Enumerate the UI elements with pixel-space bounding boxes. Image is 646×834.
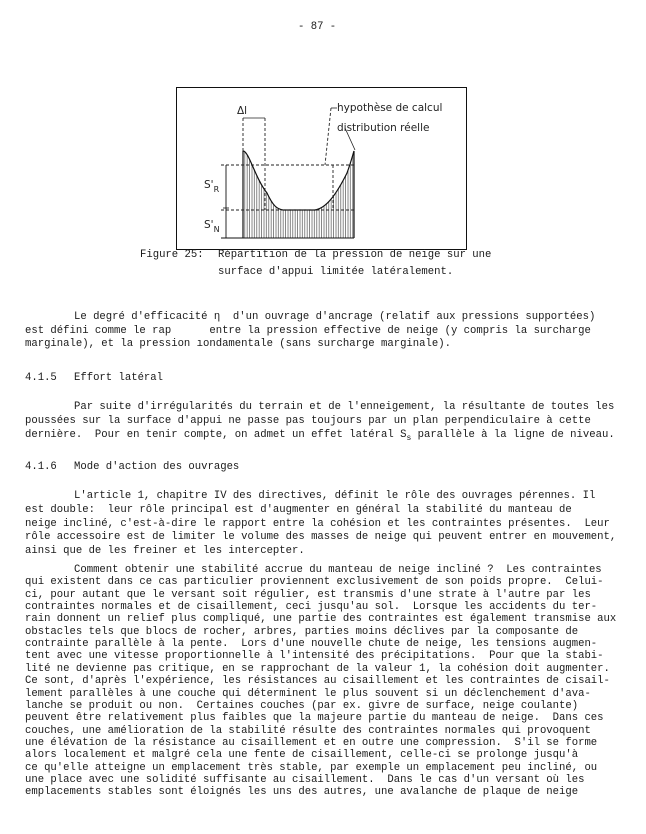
delta-l-label: Δl xyxy=(237,105,248,117)
paragraph-line: obstacles tels que blocs de rocher, arbres, parties moins déclives par la composante de xyxy=(25,625,579,638)
paragraph-line: lité ne devienne pas critique, en se rapprochant de la valeur 1, la cohésion doit augmenter. xyxy=(25,662,610,675)
paragraph-line: poussées sur la surface d'appui ne passe pas toujours par un plan perpendiculaire à cette xyxy=(25,415,591,427)
paragraph-line: contrainte parallèle à la pente. Lors d'une nouvelle chute de neige, les tensions augmen- xyxy=(25,638,598,651)
paragraph-line: Comment obtenir une stabilité accrue du manteau de neige incliné ? Les contraintes xyxy=(74,564,602,576)
figure-caption-line: surface d'appui limitée latéralement. xyxy=(218,266,454,278)
paragraph-line: qui existent dans ce cas particulier proviennent exclusivement de son poids propre. Celui- xyxy=(25,576,604,589)
paragraph-line: Ce sont, d'après l'expérience, les résistances au cisaillement et les contraintes de cisail- xyxy=(25,675,610,688)
paragraph-line: alors localement et malgré cela une fente de cisaillement, celle-ci se prolonge jusqu'à xyxy=(25,749,579,762)
paragraph-line: peuvent être relativement plus faibles que la majeure partie du manteau de neige. Dans ces xyxy=(25,712,604,725)
section-heading: Effort latéral xyxy=(74,372,164,384)
pressure-distribution-diagram xyxy=(177,88,468,251)
hypothesis-label: hypothèse de calcul xyxy=(337,102,443,114)
paragraph-line: neige incliné, c'est-à-dire le rapport entre la cohésion et les contraintes présentes. Leur xyxy=(25,517,610,530)
paragraph-line: ainsi que de les freiner et les intercepter. xyxy=(25,545,305,558)
section-number: 4.1.5 xyxy=(25,372,57,384)
paragraph-line: Le degré d'efficacité η d'un ouvrage d'ancrage (relatif aux pressions supportées) xyxy=(74,311,596,323)
page-number: - 87 - xyxy=(298,21,337,33)
paragraph-line: Par suite d'irrégularités du terrain et de l'enneigement, la résultante de toutes les xyxy=(74,401,615,413)
figure-caption-number: Figure 25: xyxy=(140,249,204,261)
section-heading: Mode d'action des ouvrages xyxy=(74,461,240,473)
section-number: 4.1.6 xyxy=(25,461,57,473)
hatched-pressure-area xyxy=(243,151,354,238)
paragraph-line: une place avec une solidité suffisante au cisaillement. Dans le cas d'un versant où les xyxy=(25,773,585,786)
paragraph-line: tent avec une vitesse proportionnelle à l'intensité des précipitations. Pour que la stabi- xyxy=(25,650,604,663)
paragraph-line: emplacements stables sont éloignés les uns des autres, une avalanche de plaque de neige xyxy=(25,786,579,799)
paragraph-line: couches, une amélioration de la stabilité résulte des contraintes normales qui provoquent xyxy=(25,724,591,737)
s-r-label: $S'_R$ xyxy=(204,179,220,194)
s-n-label: $S'_N$ xyxy=(204,219,220,234)
figure-25-diagram xyxy=(176,87,467,250)
figure-caption-line: Répartition de la pression de neige sur une xyxy=(218,249,492,261)
paragraph-line: marginale), et la pression ıondamentale (sans surcharge marginale). xyxy=(25,338,451,350)
paragraph-line: ce qu'elle atteigne un emplacement très stable, par exemple un emplacement peu incliné, ou xyxy=(25,761,598,774)
paragraph-line: dernière. Pour en tenir compte, on admet un effet latéral $S_s$ parallèle à la ligne de niveau. xyxy=(25,429,615,444)
real-distribution-label: distribution réelle xyxy=(337,122,430,134)
paragraph-line: L'article 1, chapitre IV des directives, définit le rôle des ouvrages pérennes. Il xyxy=(74,490,596,502)
paragraph-line: une élévation de la résistance au cisaillement et en outre une compression. S'il se forme xyxy=(25,736,598,749)
paragraph-line: contraintes normales et de cisaillement, ceci jusqu'au sol. Lorsque les accidents du ter- xyxy=(25,601,598,614)
paragraph-line: lement parallèles à une couche qui déterminent le plus souvent si un déclenchement d'ava- xyxy=(25,687,591,700)
paragraph-line: est double: leur rôle principal est d'augmenter en général la stabilité du manteau de xyxy=(25,503,572,516)
paragraph-line: ci, pour autant que le versant soit régulier, est transmis d'une strate à l'autre par les xyxy=(25,588,591,601)
paragraph-line: lanche se produit ou non. Certaines couches (par ex. givre de surface, neige coulante) xyxy=(25,699,579,712)
paragraph-line: est défini comme le rap entre la pression effective de neige (y compris la surcharge xyxy=(25,325,591,337)
paragraph-line: rôle accessoire est de limiter le volume des masses de neige qui peuvent entrer en mouvement, xyxy=(25,531,617,544)
paragraph-line: rain donnent un relief plus compliqué, une partie des contraintes est également transmise aux xyxy=(25,613,617,626)
